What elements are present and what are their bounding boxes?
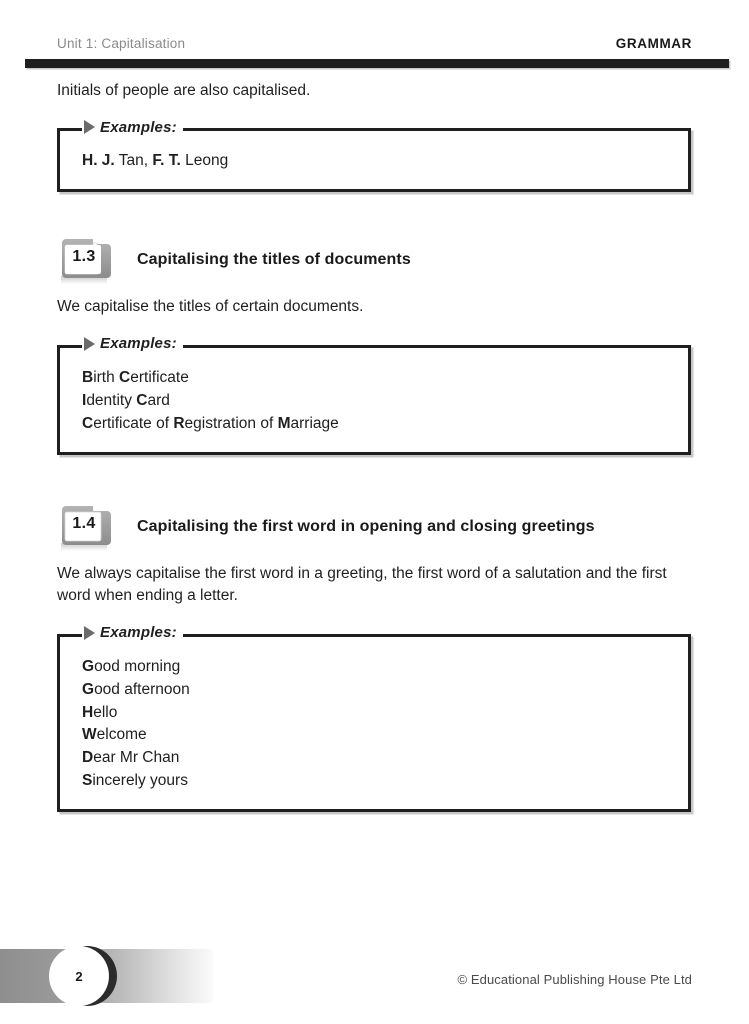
section-number: 1.3: [72, 248, 96, 266]
section-body-1-3: We capitalise the titles of certain documents.: [57, 298, 364, 316]
example-line: H. J. Tan, F. T. Leong: [82, 152, 229, 170]
page-number: 2: [75, 968, 83, 984]
example-line: Welcome: [82, 726, 147, 744]
copyright-notice: © Educational Publishing House Pte Ltd: [457, 972, 692, 987]
examples-box-greetings: [57, 624, 691, 813]
section-heading-1-4: [57, 503, 691, 551]
example-line: Hello: [82, 703, 118, 721]
folder-icon: [57, 236, 121, 284]
examples-label: [82, 118, 183, 136]
example-line: Certificate of Registration of Marriage: [82, 414, 339, 432]
section-title: Capitalising the first word in opening and closing greetings: [137, 517, 595, 535]
examples-label-text: Examples:: [100, 118, 177, 136]
folder-icon: [57, 503, 121, 551]
triangle-right-icon: [84, 626, 95, 640]
examples-label: [82, 335, 183, 353]
examples-body: [60, 348, 688, 452]
page-number-badge: [49, 946, 109, 1006]
header-divider-rule: [25, 59, 729, 68]
page-content: [57, 80, 691, 812]
example-line: Good morning: [82, 657, 181, 675]
section-heading-1-3: [57, 236, 691, 284]
section-title: Capitalising the titles of documents: [137, 251, 411, 269]
examples-body: [60, 637, 688, 810]
page-header: [0, 30, 749, 56]
triangle-right-icon: [84, 120, 95, 134]
examples-label: [82, 624, 183, 642]
header-subject-label: GRAMMAR: [615, 35, 692, 51]
example-line: Good afternoon: [82, 680, 190, 698]
example-line: Sincerely yours: [82, 772, 188, 790]
example-line: Birth Certificate: [82, 368, 189, 386]
examples-box-documents: [57, 335, 691, 455]
examples-label-text: Examples:: [100, 624, 177, 642]
triangle-right-icon: [84, 337, 95, 351]
examples-box-initials: [57, 118, 691, 192]
examples-body: [60, 131, 688, 189]
examples-label-text: Examples:: [100, 335, 177, 353]
example-line: Dear Mr Chan: [82, 749, 180, 767]
example-line: Identity Card: [82, 391, 170, 409]
header-unit-label: Unit 1: Capitalisation: [57, 35, 186, 51]
section-number: 1.4: [72, 514, 96, 532]
intro-paragraph: Initials of people are also capitalised.: [57, 82, 311, 99]
section-body-1-4: We always capitalise the first word in a greeting, the first word of a salutation and the first word when ending a letter.: [57, 564, 667, 605]
